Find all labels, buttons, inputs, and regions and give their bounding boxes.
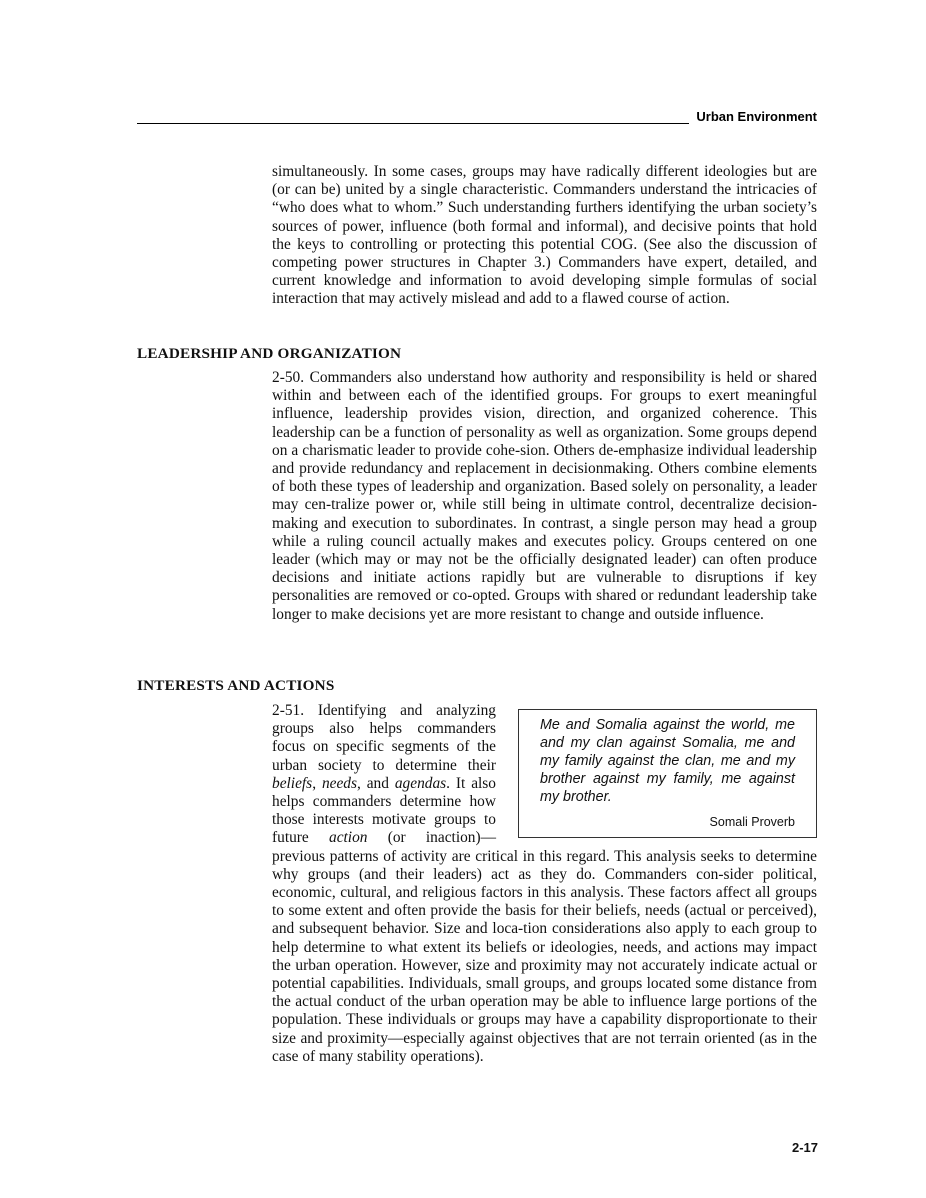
- section-heading-interests: INTERESTS AND ACTIONS: [137, 677, 335, 694]
- running-head: Urban Environment: [696, 109, 817, 124]
- continued-paragraph: simultaneously. In some cases, groups may have radically different ideologies but are (or can be) united by a single characteristic. Commanders understand the intricacies of “who does what to whom.” Such understanding furthers identifying the urban society’s sources of power, influence (both formal and informal), and decisive points that hold the keys to controlling or protecting this potential COG. (See also the discussion of competing power structures in Chapter 3.) Commanders have expert, detailed, and current knowledge and information to avoid developing simple formulas of social interaction that may actively mislead and add to a flawed course of action.: [272, 163, 817, 308]
- section-heading-leadership: LEADERSHIP AND ORGANIZATION: [137, 345, 402, 362]
- quote-attribution: Somali Proverb: [709, 815, 795, 829]
- emphasis-action: action: [329, 829, 368, 847]
- page-number: 2-17: [791, 1140, 818, 1155]
- paragraph-text-end: (or inaction)—previous patterns of activity are critical in this regard. This analysis seeks to determine why groups (and their leaders) act as they do. Commanders con-sider political, economic, cultural, and religious factors in this analysis. These factors affect all groups to some extent and often provide the basis for their beliefs, needs (actual or perceived), and subsequent behavior. Size and loca-tion considerations also apply to each group to help determine to what extent its beliefs or ideologies, needs, and actions may impact the urban operation. However, size and proximity may not accurately indicate actual or potential capabilities. Individuals, small groups, and groups located some distance from the actual conduct of the urban operation may be able to influence large portions of the population. These individuals or groups may have a capability disproportionate to their size and proximity—especially against objectives that are not terrain oriented (as in the case of many stability operations).: [272, 829, 817, 1065]
- emphasis-agendas: agendas: [394, 774, 447, 792]
- separator-text: ,: [312, 774, 322, 792]
- quote-box: [518, 709, 817, 838]
- header-rule: [137, 123, 689, 124]
- paragraph-2-50: 2-50. Commanders also understand how authority and responsibility is held or shared within and between each of the identified groups. For groups to exert meaningful influence, leadership provides vision, direction, and organized coherence. This leadership can be a function of personality as well as organization. Some groups depend on a charismatic leader to provide cohe-sion. Others de-emphasize individual leadership and provide redundancy and replacement in decisionmaking. Others combine elements of both these types of leadership and organization. Based solely on personality, a leader may cen-tralize power or, while still being in ultimate control, decentralize decision-making and execution to subordinates. In contrast, a single person may head a group while a ruling council actually makes and executes policy. Groups centered on one leader (which may or may not be the officially designated leader) can often produce decisions and initiate actions rapidly but are vulnerable to disruptions if key personalities are removed or co-opted. Groups with shared or redundant leadership take longer to make decisions yet are more resistant to change and outside influence.: [272, 369, 817, 623]
- quote-text: Me and Somalia against the world, me and my clan against Somalia, me and my family against the clan, me and my brother against my family, me against my brother.: [540, 717, 795, 805]
- paragraph-text-mid: . It also helps commanders determine how those interests motivate groups to future: [272, 774, 496, 847]
- emphasis-beliefs: beliefs: [272, 774, 313, 792]
- emphasis-needs: needs: [321, 774, 357, 792]
- paragraph-2-51: [272, 702, 817, 1066]
- separator-text: , and: [356, 774, 395, 792]
- paragraph-text-start: 2-51. Identifying and analyzing groups also helps commanders focus on specific segments of the urban society to determine their: [272, 702, 496, 774]
